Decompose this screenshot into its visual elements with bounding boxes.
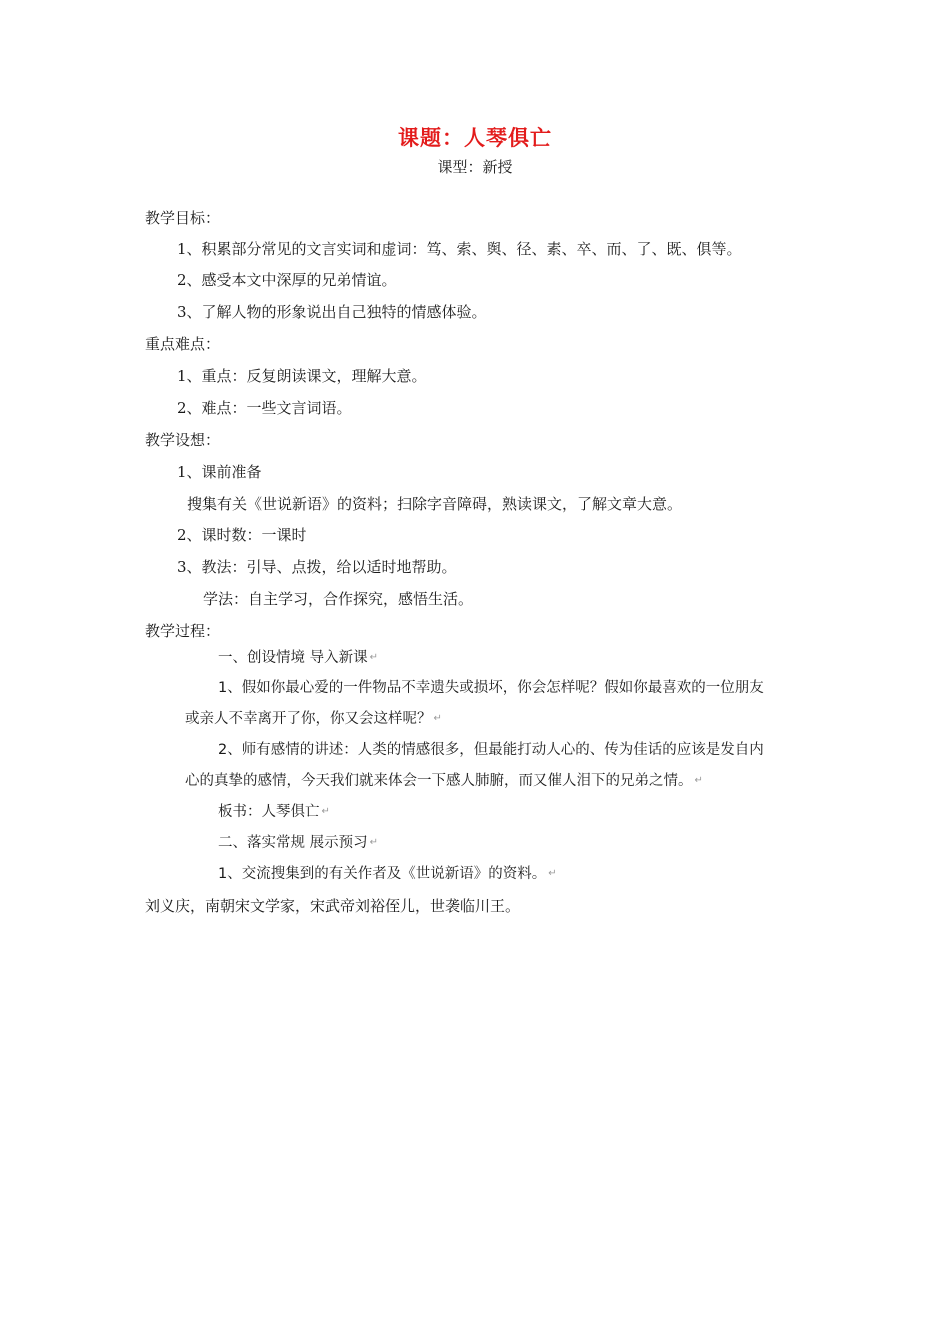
design-prep-title: 1、课前准备: [177, 463, 262, 481]
design-teaching-method: 3、教法：引导、点拨，给以适时地帮助。: [177, 558, 457, 576]
return-mark: ↵: [369, 652, 378, 663]
process-question-1-line-2: 或亲人不幸离开了你，你又会这样呢？ ↵: [185, 711, 442, 727]
return-mark: ↵: [433, 713, 442, 724]
process-question-2-line-1: 2、师有感情的讲述：人类的情感很多，但最能打动人心的、传为佳话的应该是发自内: [218, 742, 764, 758]
process-board-text: 板书：人琴俱亡 ↵: [218, 804, 330, 820]
objective-item-1: 1、积累部分常见的文言实词和虚词：笃、索、舆、径、素、卒、而、了、既、俱等。: [177, 240, 742, 258]
lesson-type: 课型：新授: [437, 158, 513, 176]
process-question-2-line-2: 心的真挚的感情，今天我们就来体会一下感人肺腑，而又催人泪下的兄弟之情。 ↵: [185, 773, 703, 789]
page-title: 课题：人琴俱亡: [398, 126, 552, 150]
design-heading: 教学设想：: [145, 431, 221, 449]
process-heading: 教学过程：: [145, 622, 221, 640]
objectives-heading: 教学目标：: [145, 209, 221, 227]
return-mark: ↵: [548, 868, 557, 879]
process-author-note: 刘义庆，南朝宋文学家，宋武帝刘裕侄儿，世袭临川王。: [145, 897, 521, 915]
design-prep-detail: 搜集有关《世说新语》的资料；扫除字音障碍，熟读课文，了解文章大意。: [187, 495, 683, 513]
key-points-heading: 重点难点：: [145, 335, 221, 353]
objective-item-3: 3、了解人物的形象说出自己独特的情感体验。: [177, 303, 487, 321]
process-section-2-title: 二、落实常规 展示预习 ↵: [218, 835, 378, 851]
design-learning-method: 学法：自主学习，合作探究，感悟生活。: [203, 590, 474, 608]
objective-item-2: 2、感受本文中深厚的兄弟情谊。: [177, 271, 397, 289]
key-point-item-1: 1、重点：反复朗读课文，理解大意。: [177, 367, 427, 385]
return-mark: ↵: [369, 837, 378, 848]
design-hours: 2、课时数：一课时: [177, 526, 307, 544]
process-exchange: 1、交流搜集到的有关作者及《世说新语》的资料。 ↵: [218, 866, 557, 882]
key-point-item-2: 2、难点：一些文言词语。: [177, 399, 352, 417]
process-section-1-title: 一、创设情境 导入新课 ↵: [218, 650, 378, 666]
return-mark: ↵: [321, 806, 330, 817]
process-question-1-line-1: 1、假如你最心爱的一件物品不幸遗失或损坏，你会怎样呢？假如你最喜欢的一位朋友: [218, 680, 764, 696]
return-mark: ↵: [694, 775, 703, 786]
